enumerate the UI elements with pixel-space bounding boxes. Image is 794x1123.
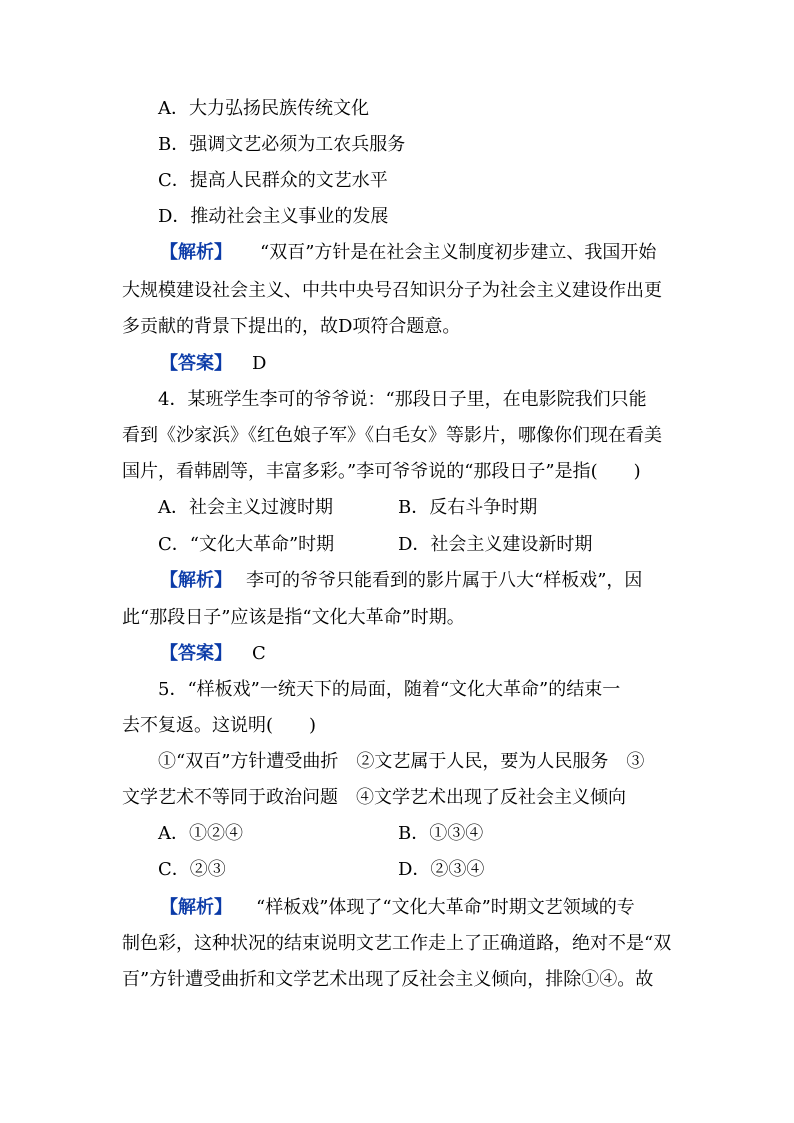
q3-option-b: B．强调文艺必须为工农兵服务 (158, 134, 406, 155)
analysis-label: 【解析】 (160, 897, 232, 918)
q3-analysis-text-1: “双百”方针是在社会主义制度初步建立、我国开始 (260, 242, 657, 263)
q5-statement-line-2: 文学艺术不等同于政治问题 ④文学艺术出现了反社会主义倾向 (122, 787, 626, 808)
q5-statement-line-1: ①“双百”方针遭受曲折 ②文艺属于人民，要为人民服务 ③ (158, 751, 645, 772)
q4-answer: C (252, 643, 266, 664)
q3-answer-line (160, 355, 266, 373)
q4-option-a: A．社会主义过渡时期 (158, 497, 333, 518)
q3-option-d: D．推动社会主义事业的发展 (158, 206, 389, 227)
q3-option-c: C．提高人民群众的文艺水平 (158, 170, 388, 191)
q4-analysis-line-1 (160, 572, 642, 590)
answer-label: 【答案】 (160, 353, 232, 374)
q4-option-c: C．“文化大革命”时期 (158, 534, 335, 555)
q5-option-d: D．②③④ (398, 859, 485, 880)
q4-stem-line-1: 4．某班学生李可的爷爷说：“那段日子里，在电影院我们只能 (158, 389, 647, 410)
analysis-label: 【解析】 (160, 570, 232, 591)
q3-analysis-line-2: 大规模建设社会主义、中共中央号召知识分子为社会主义建设作出更 (122, 280, 662, 301)
q5-analysis-line-2: 制色彩，这种状况的结束说明文艺工作走上了正确道路，绝对不是“双 (122, 933, 672, 954)
answer-label: 【答案】 (160, 643, 232, 664)
q5-option-c: C．②③ (158, 859, 226, 880)
q4-option-d: D．社会主义建设新时期 (398, 534, 593, 555)
q3-analysis-line-3: 多贡献的背景下提出的，故D项符合题意。 (122, 316, 461, 337)
q4-stem-line-2: 看到《沙家浜》《红色娘子军》《白毛女》等影片，哪像你们现在看美 (122, 425, 662, 446)
q5-stem-line-2: 去不复返。这说明( ) (122, 715, 317, 736)
q5-analysis-line-3: 百”方针遭受曲折和文学艺术出现了反社会主义倾向，排除①④。故 (122, 969, 654, 990)
q3-answer: D (252, 353, 267, 374)
q5-analysis-text-1: “样板戏”体现了“文化大革命”时期文艺领域的专 (256, 897, 635, 918)
q3-analysis-line-1 (160, 244, 656, 262)
q4-analysis-text-1: 李可的爷爷只能看到的影片属于八大“样板戏”，因 (246, 570, 643, 591)
q5-stem-line-1: 5．“样板戏”一统天下的局面，随着“文化大革命”的结束一 (158, 679, 621, 700)
analysis-label: 【解析】 (160, 242, 232, 263)
q5-option-b: B．①③④ (398, 823, 484, 844)
q4-stem-line-3: 国片，看韩剧等，丰富多彩。”李可爷爷说的“那段日子”是指( ) (122, 461, 641, 482)
q4-answer-line (160, 645, 266, 663)
q4-option-b: B．反右斗争时期 (398, 497, 538, 518)
q5-analysis-line-1 (160, 899, 635, 917)
q4-analysis-line-2: 此“那段日子”应该是指“文化大革命”时期。 (122, 607, 465, 628)
q5-option-a: A．①②④ (158, 823, 243, 844)
q3-option-a: A．大力弘扬民族传统文化 (158, 98, 369, 119)
